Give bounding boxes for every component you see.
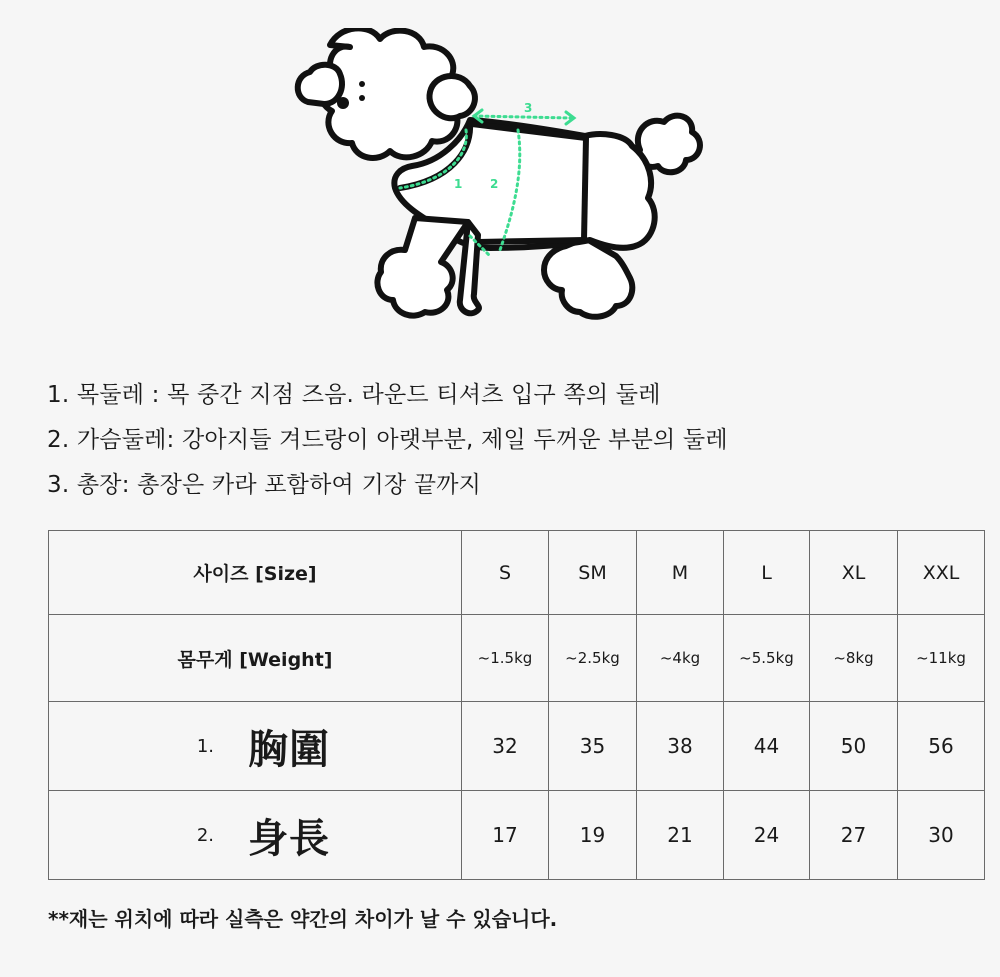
chest-s: 32: [462, 702, 549, 791]
chest-xxl: 56: [898, 702, 985, 791]
dog-front-leg: [377, 218, 468, 316]
dog-snout: [298, 65, 342, 104]
table-row-length: [49, 791, 985, 880]
chest-xl: 50: [810, 702, 898, 791]
chest-l: 44: [724, 702, 810, 791]
length-label: 身長: [248, 815, 330, 862]
weight-sm: ~2.5kg: [549, 615, 637, 702]
dog-shirt-bottom: [478, 240, 584, 242]
measure-line-length: [474, 116, 572, 118]
table-row-size: [49, 531, 985, 615]
weight-s: ~1.5kg: [462, 615, 549, 702]
weight-header: 몸무게 [Weight]: [49, 615, 462, 702]
note-chest: 2. 가슴둘레: 강아지들 겨드랑이 아랫부분, 제일 두꺼운 부분의 둘레: [47, 427, 728, 453]
length-xl: 27: [810, 791, 898, 880]
dog-eye: [337, 97, 349, 109]
measure-label-3: 3: [524, 101, 533, 115]
size-sm: SM: [549, 531, 637, 615]
length-m: 21: [637, 791, 724, 880]
chest-label-cell: [49, 702, 462, 791]
dog-measurement-diagram: [290, 28, 710, 328]
chest-row-number: 1.: [196, 735, 214, 757]
weight-xxl: ~11kg: [898, 615, 985, 702]
length-row-number: 2.: [196, 824, 214, 846]
dog-nose-dot: [359, 81, 365, 87]
weight-xl: ~8kg: [810, 615, 898, 702]
size-header: 사이즈 [Size]: [49, 531, 462, 615]
size-chart-table: [48, 530, 985, 880]
chest-sm: 35: [549, 702, 637, 791]
length-sm: 19: [549, 791, 637, 880]
weight-l: ~5.5kg: [724, 615, 810, 702]
measure-label-2: 2: [490, 177, 499, 191]
measurement-notes: [47, 380, 728, 515]
dog-nose-dot-2: [359, 95, 365, 101]
weight-m: ~4kg: [637, 615, 724, 702]
dog-ear: [429, 76, 474, 118]
table-row-weight: [49, 615, 985, 702]
table-row-chest: [49, 702, 985, 791]
size-s: S: [462, 531, 549, 615]
size-xl: XL: [810, 531, 898, 615]
size-xxl: XXL: [898, 531, 985, 615]
length-s: 17: [462, 791, 549, 880]
length-label-cell: [49, 791, 462, 880]
dog-shirt-side: [584, 138, 586, 240]
length-l: 24: [724, 791, 810, 880]
chest-label: 胸圍: [248, 726, 330, 773]
note-neck: 1. 목둘레 : 목 중간 지점 즈음. 라운드 티셔츠 입구 쪽의 둘레: [47, 382, 661, 408]
note-length: 3. 총장: 총장은 카라 포함하여 기장 끝까지: [47, 472, 482, 498]
size-l: L: [724, 531, 810, 615]
measurement-disclaimer: **재는 위치에 따라 실측은 약간의 차이가 날 수 있습니다.: [48, 907, 558, 931]
size-m: M: [637, 531, 724, 615]
length-xxl: 30: [898, 791, 985, 880]
chest-m: 38: [637, 702, 724, 791]
measure-label-1: 1: [454, 177, 463, 191]
